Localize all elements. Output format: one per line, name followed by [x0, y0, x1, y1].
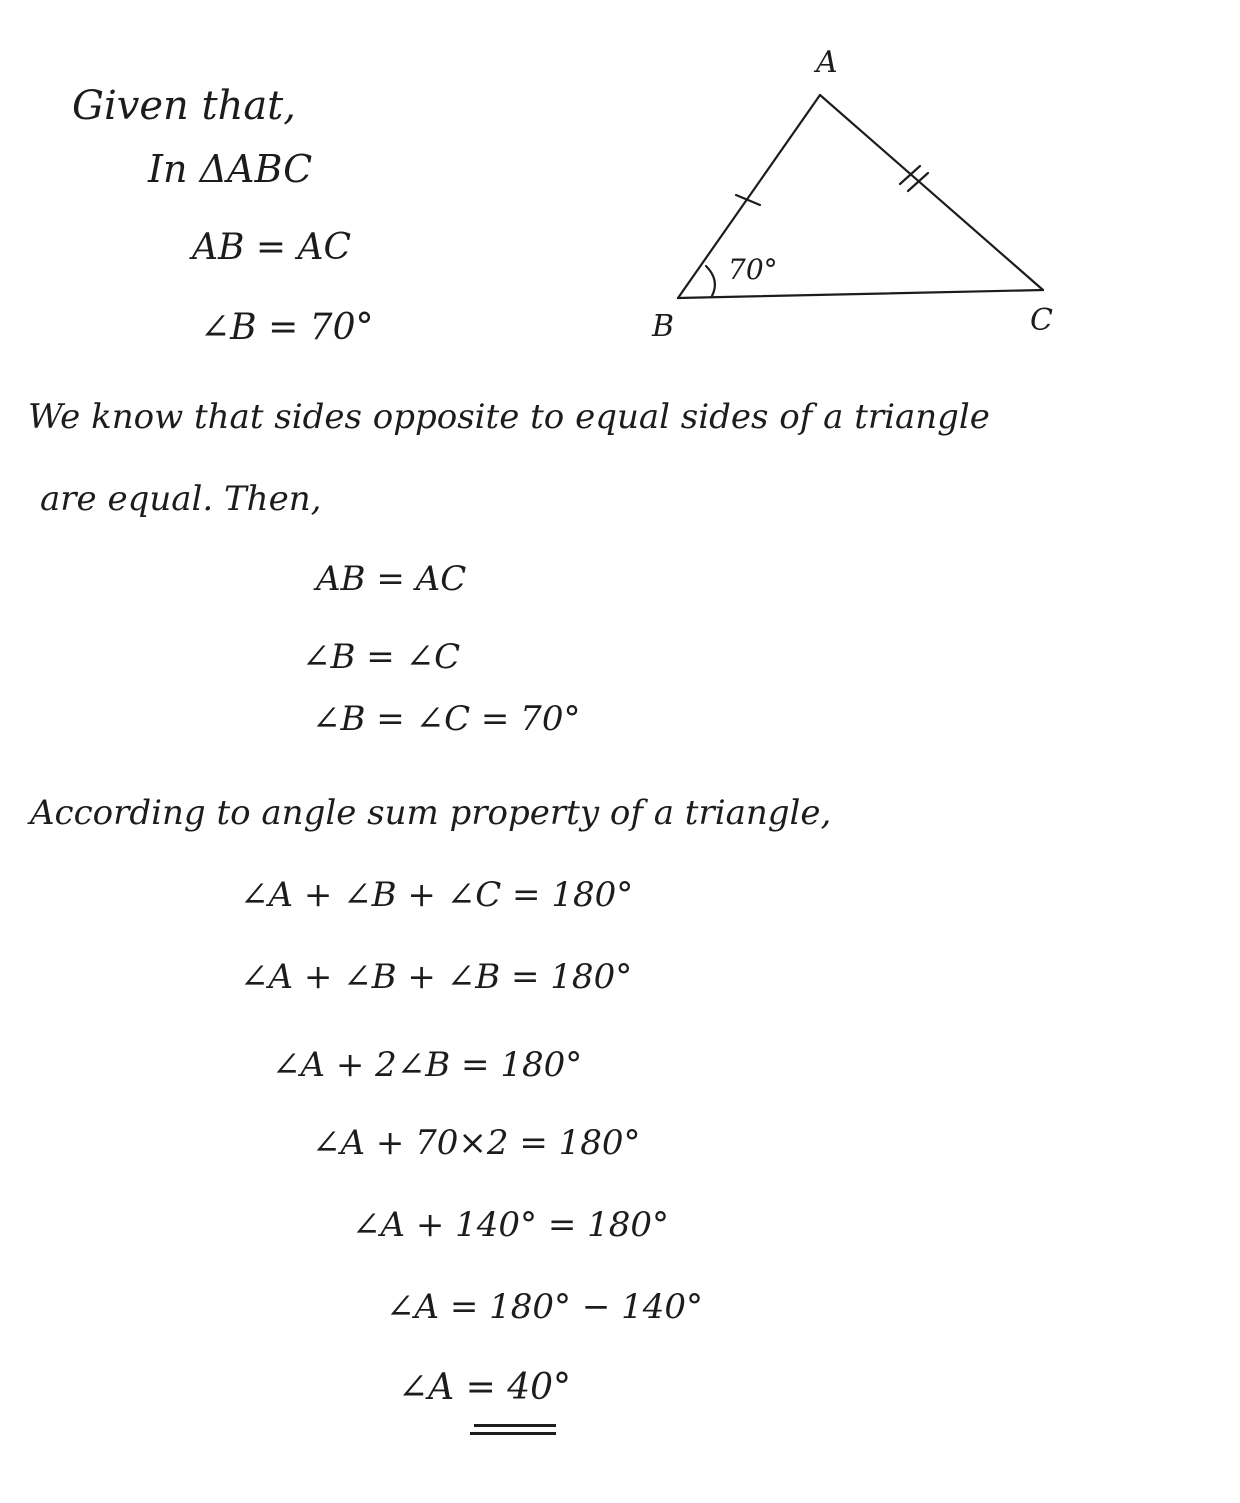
vertex-a-label: A — [816, 45, 838, 80]
given-triangle-label: In ΔABC — [148, 147, 313, 191]
reasoning-equation-1: AB = AC — [316, 559, 467, 599]
angle-sum-intro: According to angle sum property of a triangle, — [30, 793, 832, 833]
reasoning-line-1: We know that sides opposite to equal sides of a triangle — [28, 397, 990, 437]
given-equation-angle: ∠B = 70° — [200, 307, 374, 348]
side-ac — [820, 95, 1043, 290]
reasoning-line-2: are equal. Then, — [40, 479, 322, 519]
triangle-figure — [0, 0, 1240, 420]
angle-sum-step-5: ∠A + 140° = 180° — [352, 1205, 670, 1245]
given-equation-sides: AB = AC — [192, 227, 352, 268]
vertex-c-label: C — [1030, 303, 1053, 338]
vertex-b-label: B — [652, 309, 675, 344]
angle-sum-step-6: ∠A = 180° − 140° — [386, 1287, 704, 1327]
answer-underline-bottom — [470, 1432, 556, 1435]
angle-sum-step-3: ∠A + 2∠B = 180° — [272, 1045, 583, 1085]
side-bc — [678, 290, 1043, 298]
angle-b-label: 70° — [728, 253, 778, 286]
angle-b-arc — [706, 266, 715, 296]
reasoning-equation-2: ∠B = ∠C — [302, 637, 461, 677]
angle-sum-step-4: ∠A + 70×2 = 180° — [312, 1123, 641, 1163]
answer-underline-top — [474, 1424, 556, 1427]
final-answer: ∠A = 40° — [398, 1367, 572, 1408]
angle-sum-step-2: ∠A + ∠B + ∠B = 180° — [240, 957, 633, 997]
reasoning-equation-3: ∠B = ∠C = 70° — [312, 699, 581, 739]
angle-sum-step-1: ∠A + ∠B + ∠C = 180° — [240, 875, 634, 915]
given-heading: Given that, — [72, 83, 296, 129]
